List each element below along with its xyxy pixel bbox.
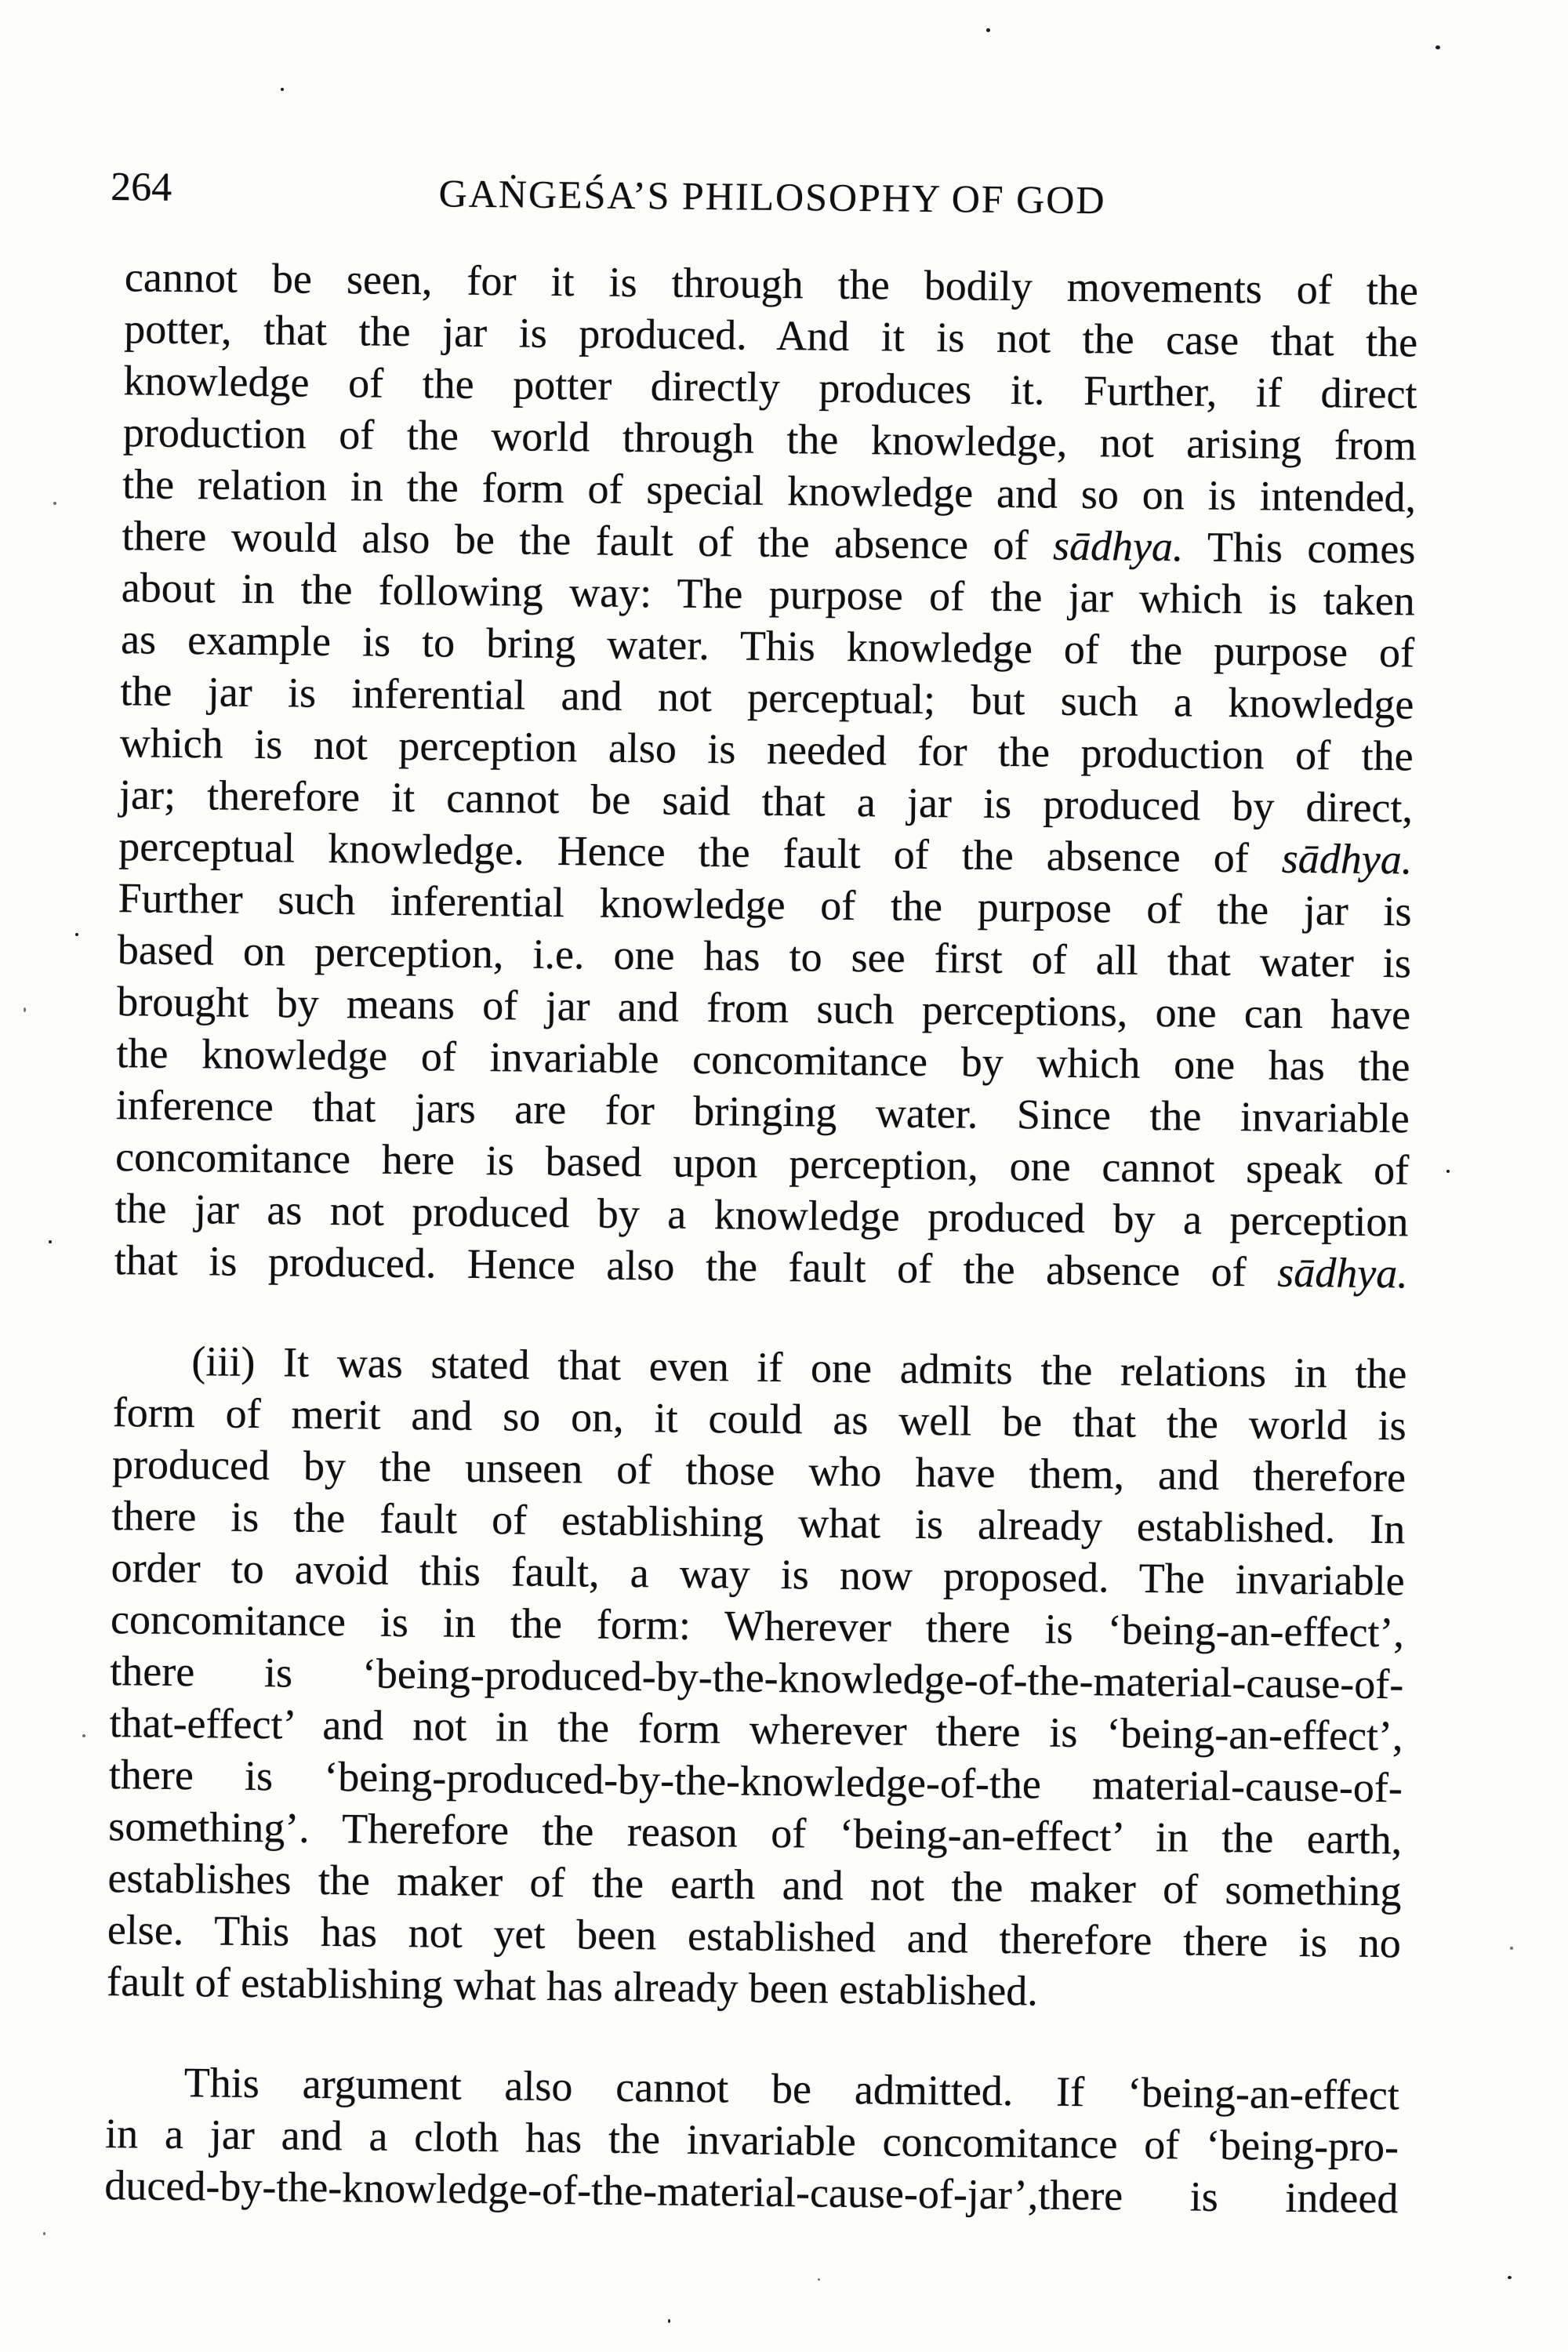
text-line: production of the world through the knowledge, not arising from (122, 408, 1417, 470)
text-line: concomitance here is based upon perception, one cannot speak of (114, 1133, 1410, 1194)
paragraph-iii (107, 1334, 1407, 2020)
text-line: This argument also cannot be admitted. If ‘being-an-effect (183, 2059, 1400, 2119)
scan-speck (1436, 45, 1440, 49)
text-line: else. This has not yet been established and therefore there is no (107, 1906, 1402, 1967)
paragraph-continuation (114, 251, 1419, 1299)
text-line: order to avoid this fault, a way is now proposed. The invariable (111, 1544, 1405, 1605)
paragraph-reply (104, 2056, 1399, 2224)
text-line: there is the fault of establishing what is already established. In (111, 1492, 1406, 1553)
text-line: the jar as not produced by a knowledge produced by a perception (114, 1185, 1409, 1246)
scan-speck (53, 502, 56, 505)
text-line: inference that jars are for bringing water. Since the invariable (115, 1081, 1410, 1142)
scan-speck (82, 1734, 85, 1737)
text-line: about in the following way: The purpose of the jar which is taken (121, 564, 1416, 625)
text-line: Further such inferential knowledge of the purpose of the jar is (118, 874, 1412, 935)
text-line: based on perception, i.e. one has to see first of all that water is (117, 926, 1412, 987)
text-line: cannot be seen, for it is through the bodily movements of the (124, 253, 1419, 314)
scan-speck (75, 933, 78, 936)
italic-term: sādhya. (1052, 521, 1184, 571)
text-line: duced-by-the-knowledge-of-the-material-cause-of-jar’,there is indeed (104, 2161, 1399, 2223)
text-line: establishes the maker of the earth and not the maker of something (107, 1854, 1402, 1915)
text-line: brought by means of jar and from such perceptions, one can have (116, 978, 1411, 1039)
italic-term: sādhya. (1281, 834, 1413, 884)
scan-speck (668, 2319, 670, 2323)
scan-speck (1508, 2276, 1512, 2279)
scan-speck (43, 2232, 45, 2235)
italic-term: sādhya. (1276, 1248, 1409, 1298)
page-body (104, 251, 1418, 2224)
running-title: GAṄGEŚA’S PHILOSOPHY OF GOD (438, 171, 1106, 223)
scan-speck (1446, 1170, 1450, 1173)
scan-speck (986, 28, 990, 32)
text-line: there is ‘being-produced-by-the-knowledge-of-the material-cause-of- (108, 1751, 1403, 1812)
text-line: the relation in the form of special knowledge and so on is intended, (122, 460, 1417, 521)
scan-speck (818, 2278, 820, 2281)
text-line: in a jar and a cloth has the invariable concomitance of ‘being-pro- (104, 2110, 1399, 2171)
text-line: concomitance is in the form: Wherever there is ‘being-an-effect’, (110, 1595, 1405, 1657)
text-line: produced by the unseen of those who have them, and therefore (111, 1440, 1406, 1501)
text-line: jar; therefore it cannot be said that a jar is produced by direct, (118, 771, 1414, 832)
text-line: form of merit and so on, it could as well be that the world is (112, 1388, 1407, 1450)
text-line: as example is to bring water. This knowledge of the purpose of (120, 615, 1415, 677)
text-line: fault of establishing what has already been established. (106, 1958, 1039, 2015)
text-line: potter, that the jar is produced. And it is not the case that the (123, 305, 1418, 366)
text-line: that is produced. Hence also the fault of the absence of sādhya. (114, 1236, 1409, 1298)
text-line: which is not perception also is needed for the production of the (119, 719, 1414, 780)
scan-speck (49, 1240, 52, 1243)
text-line: (iii) It was stated that even if one admits the relations in the (191, 1338, 1407, 1398)
text-line: the jar is inferential and not perceptual; but such a knowledge (120, 667, 1414, 728)
scan-speck (24, 1007, 26, 1012)
text-line: knowledge of the potter directly produces it. Further, if direct (123, 357, 1417, 418)
text-line: there would also be the fault of the absence of sādhya. This comes (122, 512, 1416, 573)
scan-speck (1510, 1947, 1513, 1950)
text-line: the knowledge of invariable concomitance by which one has the (116, 1029, 1410, 1091)
text-line: perceptual knowledge. Hence the fault of the absence of sādhya. (118, 822, 1413, 884)
text-line: something’. Therefore the reason of ‘being-an-effect’ in the earth, (107, 1802, 1403, 1864)
scan-speck (281, 88, 284, 91)
text-line: there is ‘being-produced-by-the-knowledge-of-the-material-cause-of- (110, 1647, 1404, 1708)
page-number: 264 (110, 165, 172, 210)
text-line: that-effect’ and not in the form wherever there is ‘being-an-effect’, (109, 1699, 1403, 1760)
